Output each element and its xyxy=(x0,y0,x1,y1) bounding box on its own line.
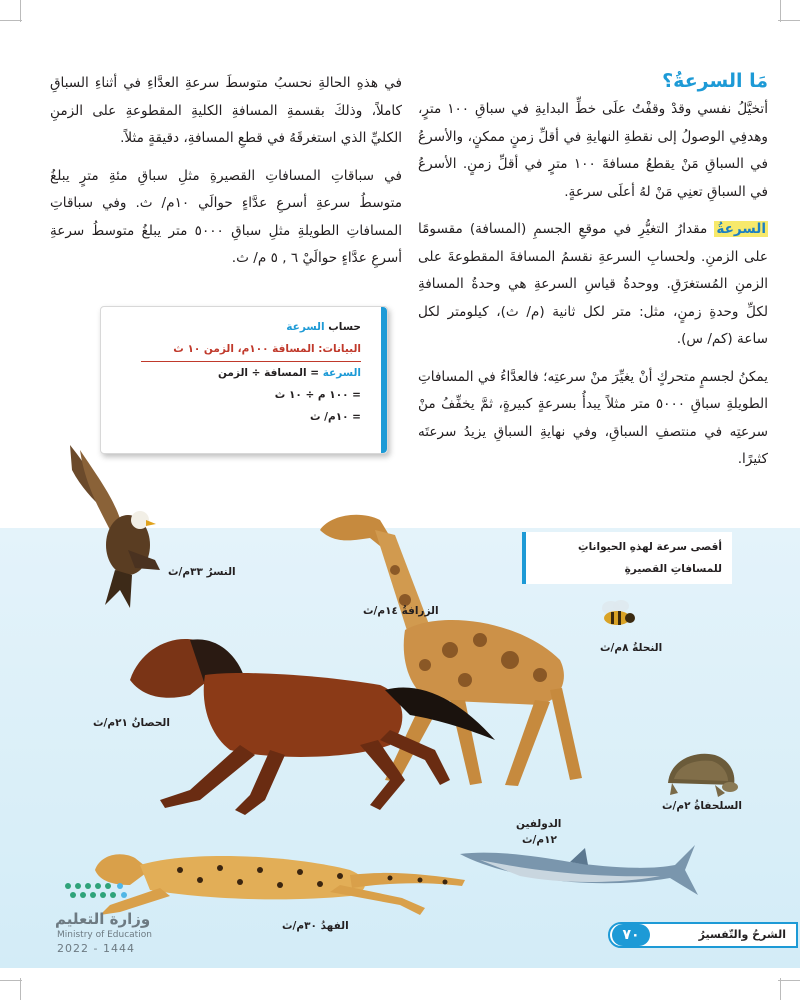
dolphin-name-label: الدولفين xyxy=(516,818,562,830)
calc-step-1: = ١٠٠ م ÷ ١٠ ث xyxy=(274,389,361,401)
left-text-column xyxy=(50,70,402,283)
turtle-speed-label: السلحفاةُ ٢م/ث xyxy=(662,800,742,812)
definition-paragraph xyxy=(418,216,768,354)
crop-mark xyxy=(780,978,781,1000)
average-speed-paragraph: في هذهِ الحالةِ نحسبُ متوسطَ سرعةِ العدَّاءِ في أثناءِ السباقِ كاملاً، وذلكَ بقسمةِ المسافةِ الكليةِ المقطوعةِ على الزمنِ الكليِّ الذي استغرقَهُ في قطعِ المسافةِ، دقيقةٍ مثلاً. xyxy=(50,75,402,146)
calc-step-2: = ١٠م/ ث xyxy=(309,411,361,423)
calc-formula: السرعة = المسافة ÷ الزمن xyxy=(217,367,361,379)
definition-text: مقدارُ التغيُّرِ في موقعِ الجسمِ (المسافة) مقسومًا على الزمنِ. ولحسابِ السرعةِ نقسمُ المسافةَ المقطوعةَ على الزمنِ المُستغرَقِ. ووحدةُ قياسِ السرعةِ هي وحدةُ المسافةِ لكلِّ وحدةِ زمنٍ، مثل: متر لكل ثانية (م/ ث)، كيلومتر لكل ساعة (كم/ س). xyxy=(418,221,768,347)
ministry-name-english: Ministry of Education xyxy=(57,930,152,940)
speed-calculation-box xyxy=(100,306,388,454)
calc-divider xyxy=(141,361,361,362)
crop-mark xyxy=(0,980,22,981)
crop-mark xyxy=(0,20,22,21)
turtle-illustration xyxy=(660,745,740,800)
eagle-illustration xyxy=(60,440,170,610)
dolphin-illustration xyxy=(460,840,700,910)
speed-term-highlight: السرعةُ xyxy=(716,221,766,237)
cheetah-illustration xyxy=(90,830,470,920)
cheetah-speed-label: الفهدُ ٣٠م/ث xyxy=(282,920,349,932)
crop-mark xyxy=(778,980,800,981)
changing-speed-paragraph: يمكنُ لجسمٍ متحركٍ أنْ يغيِّرَ منْ سرعتِه؛ فالعدَّاءُ في المسافاتِ الطويلةِ سباقِ ٥٠٠٠ متر مثلاً يبدأُ بسرعةٍ كبيرةٍ، ثمَّ يخفِّفُ منْ سرعتِه في منتصفِ السباقِ، وفي نهايةِ السباقِ يزيدُ سرعتَه كثيرًا. xyxy=(418,368,768,467)
calc-givens: البيانات: المسافة ١٠٠م، الزمن ١٠ ث xyxy=(173,343,361,355)
ministry-logo-icon xyxy=(62,880,132,906)
crop-mark xyxy=(778,20,800,21)
crop-mark xyxy=(20,978,21,1000)
section-title: مَا السرعةُ؟ xyxy=(662,70,768,92)
dolphin-speed-label: ١٢م/ث xyxy=(522,834,557,846)
intro-paragraph: أتخيَّلُ نفسي وقدْ وقفْتُ علَى خطِّ البدايةِ في سباقِ ١٠٠ مترٍ، وهدفِي الوصولُ إلى نقطةِ النهايةِ في أقلِّ زمنٍ ممكنٍ، والأسرعُ في السباقِ مَنْ يقطعُ مسافةَ ١٠٠ مترٍ في أقلِّ زمنٍ. الأسرعُ في السباقِ تعنِي مَنْ لهُ أعلَى سرعةٍ. xyxy=(418,101,768,200)
crop-mark xyxy=(20,0,21,22)
speed-caption: أقصى سرعة لهذهِ الحيواناتِ للمسافاتِ القصيرةِ xyxy=(522,532,732,584)
page-number: ٧٠ xyxy=(612,924,650,946)
box-accent-stripe xyxy=(381,307,387,453)
race-speed-paragraph: في سباقاتِ المسافاتِ القصيرةِ مثلِ سباقِ مئةِ مترٍ يبلغُ متوسطُ سرعةِ أسرعِ عدَّاءٍ حوالَي ١٠م/ ث. وفي سباقاتِ المسافاتِ الطويلةِ مثلِ سباقِ ٥٠٠٠ متر يبلغُ متوسطُ سرعةِ أسرعِ عدَّاءٍ حوالَيْ ٦ , ٥ م/ ث. xyxy=(50,167,403,266)
edition-year: 2022 - 1444 xyxy=(57,942,135,955)
bee-speed-label: النحلةُ ٨م/ث xyxy=(600,642,663,654)
right-text-column xyxy=(418,70,768,484)
eagle-speed-label: النسرُ ٣٣م/ث xyxy=(168,566,236,578)
horse-speed-label: الحصانُ ٢١م/ث xyxy=(93,717,170,729)
horse-illustration xyxy=(120,620,500,820)
crop-mark xyxy=(780,0,781,22)
calc-heading: حساب السرعة xyxy=(286,321,361,333)
bee-illustration xyxy=(595,596,639,632)
ministry-name-arabic: وزارة التعليم xyxy=(55,910,151,928)
giraffe-speed-label: الزرافةُ ١٤م/ث xyxy=(363,605,439,617)
footer-section-title: الشرحُ والتّفسيرُ xyxy=(698,928,786,941)
